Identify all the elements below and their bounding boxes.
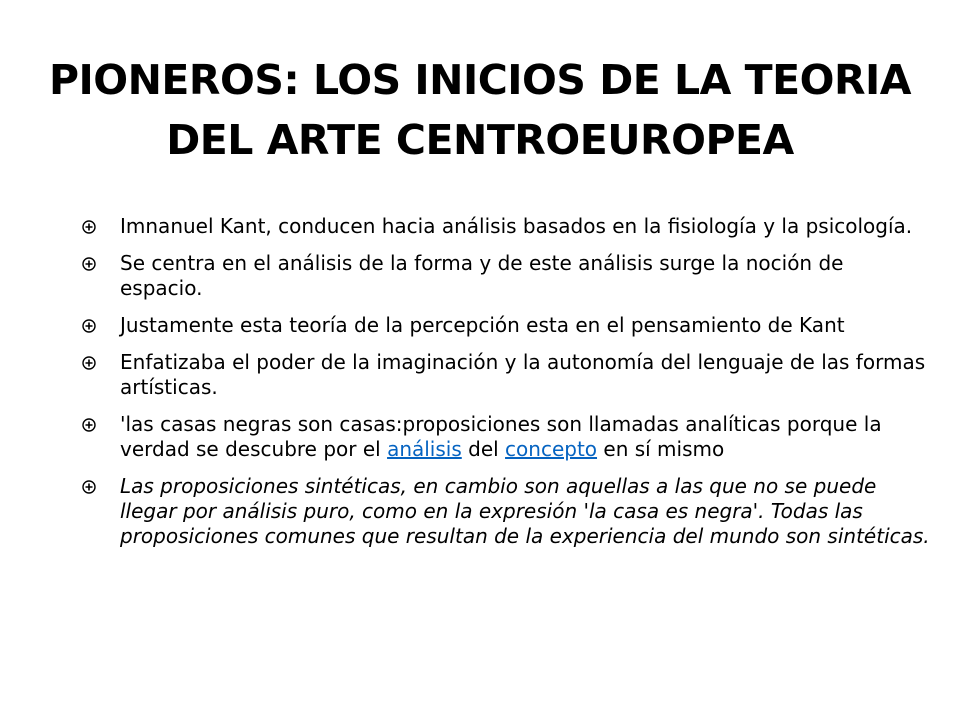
circled-plus-bullet-icon bbox=[82, 418, 96, 432]
analisis-link[interactable]: análisis bbox=[387, 437, 462, 461]
circled-plus-bullet-icon bbox=[82, 480, 96, 494]
circled-plus-bullet-icon bbox=[82, 356, 96, 370]
circled-plus-bullet-icon bbox=[82, 220, 96, 234]
bullet-item bbox=[80, 251, 930, 301]
bullet-item bbox=[80, 313, 930, 338]
bullet-item bbox=[80, 214, 930, 239]
bullet-text-before: 'las casas negras son casas:proposiciones son llamadas analíticas porque la verdad se descubre por el bbox=[120, 412, 882, 461]
bullet-text: Justamente esta teoría de la percepción esta en el pensamiento de Kant bbox=[120, 313, 845, 337]
bullet-item bbox=[80, 474, 930, 549]
bullet-text: Enfatizaba el poder de la imaginación y la autonomía del lenguaje de las formas artísticas. bbox=[120, 350, 926, 399]
bullet-text bbox=[120, 412, 882, 461]
bullet-list bbox=[80, 214, 930, 561]
bullet-item bbox=[80, 412, 930, 462]
slide-title: PIONEROS: LOS INICIOS DE LA TEORIA DEL ARTE CENTROEUROPEA bbox=[48, 56, 912, 164]
bullet-text: Se centra en el análisis de la forma y de este análisis surge la noción de espacio. bbox=[120, 251, 844, 300]
circled-plus-bullet-icon bbox=[82, 319, 96, 333]
bullet-item bbox=[80, 350, 930, 400]
circled-plus-bullet-icon bbox=[82, 257, 96, 271]
bullet-text: Las proposiciones sintéticas, en cambio son aquellas a las que no se puede llegar por análisis puro, como en la expresión 'la casa es negra'. Todas las proposiciones comunes que resultan de la experiencia del mundo son sintéticas. bbox=[120, 474, 930, 548]
concepto-link[interactable]: concepto bbox=[505, 437, 598, 461]
bullet-text: Imnanuel Kant, conducen hacia análisis basados en la fisiología y la psicología. bbox=[120, 214, 913, 238]
bullet-text-middle: del bbox=[461, 437, 506, 461]
bullet-text-after: en sí mismo bbox=[597, 437, 725, 461]
